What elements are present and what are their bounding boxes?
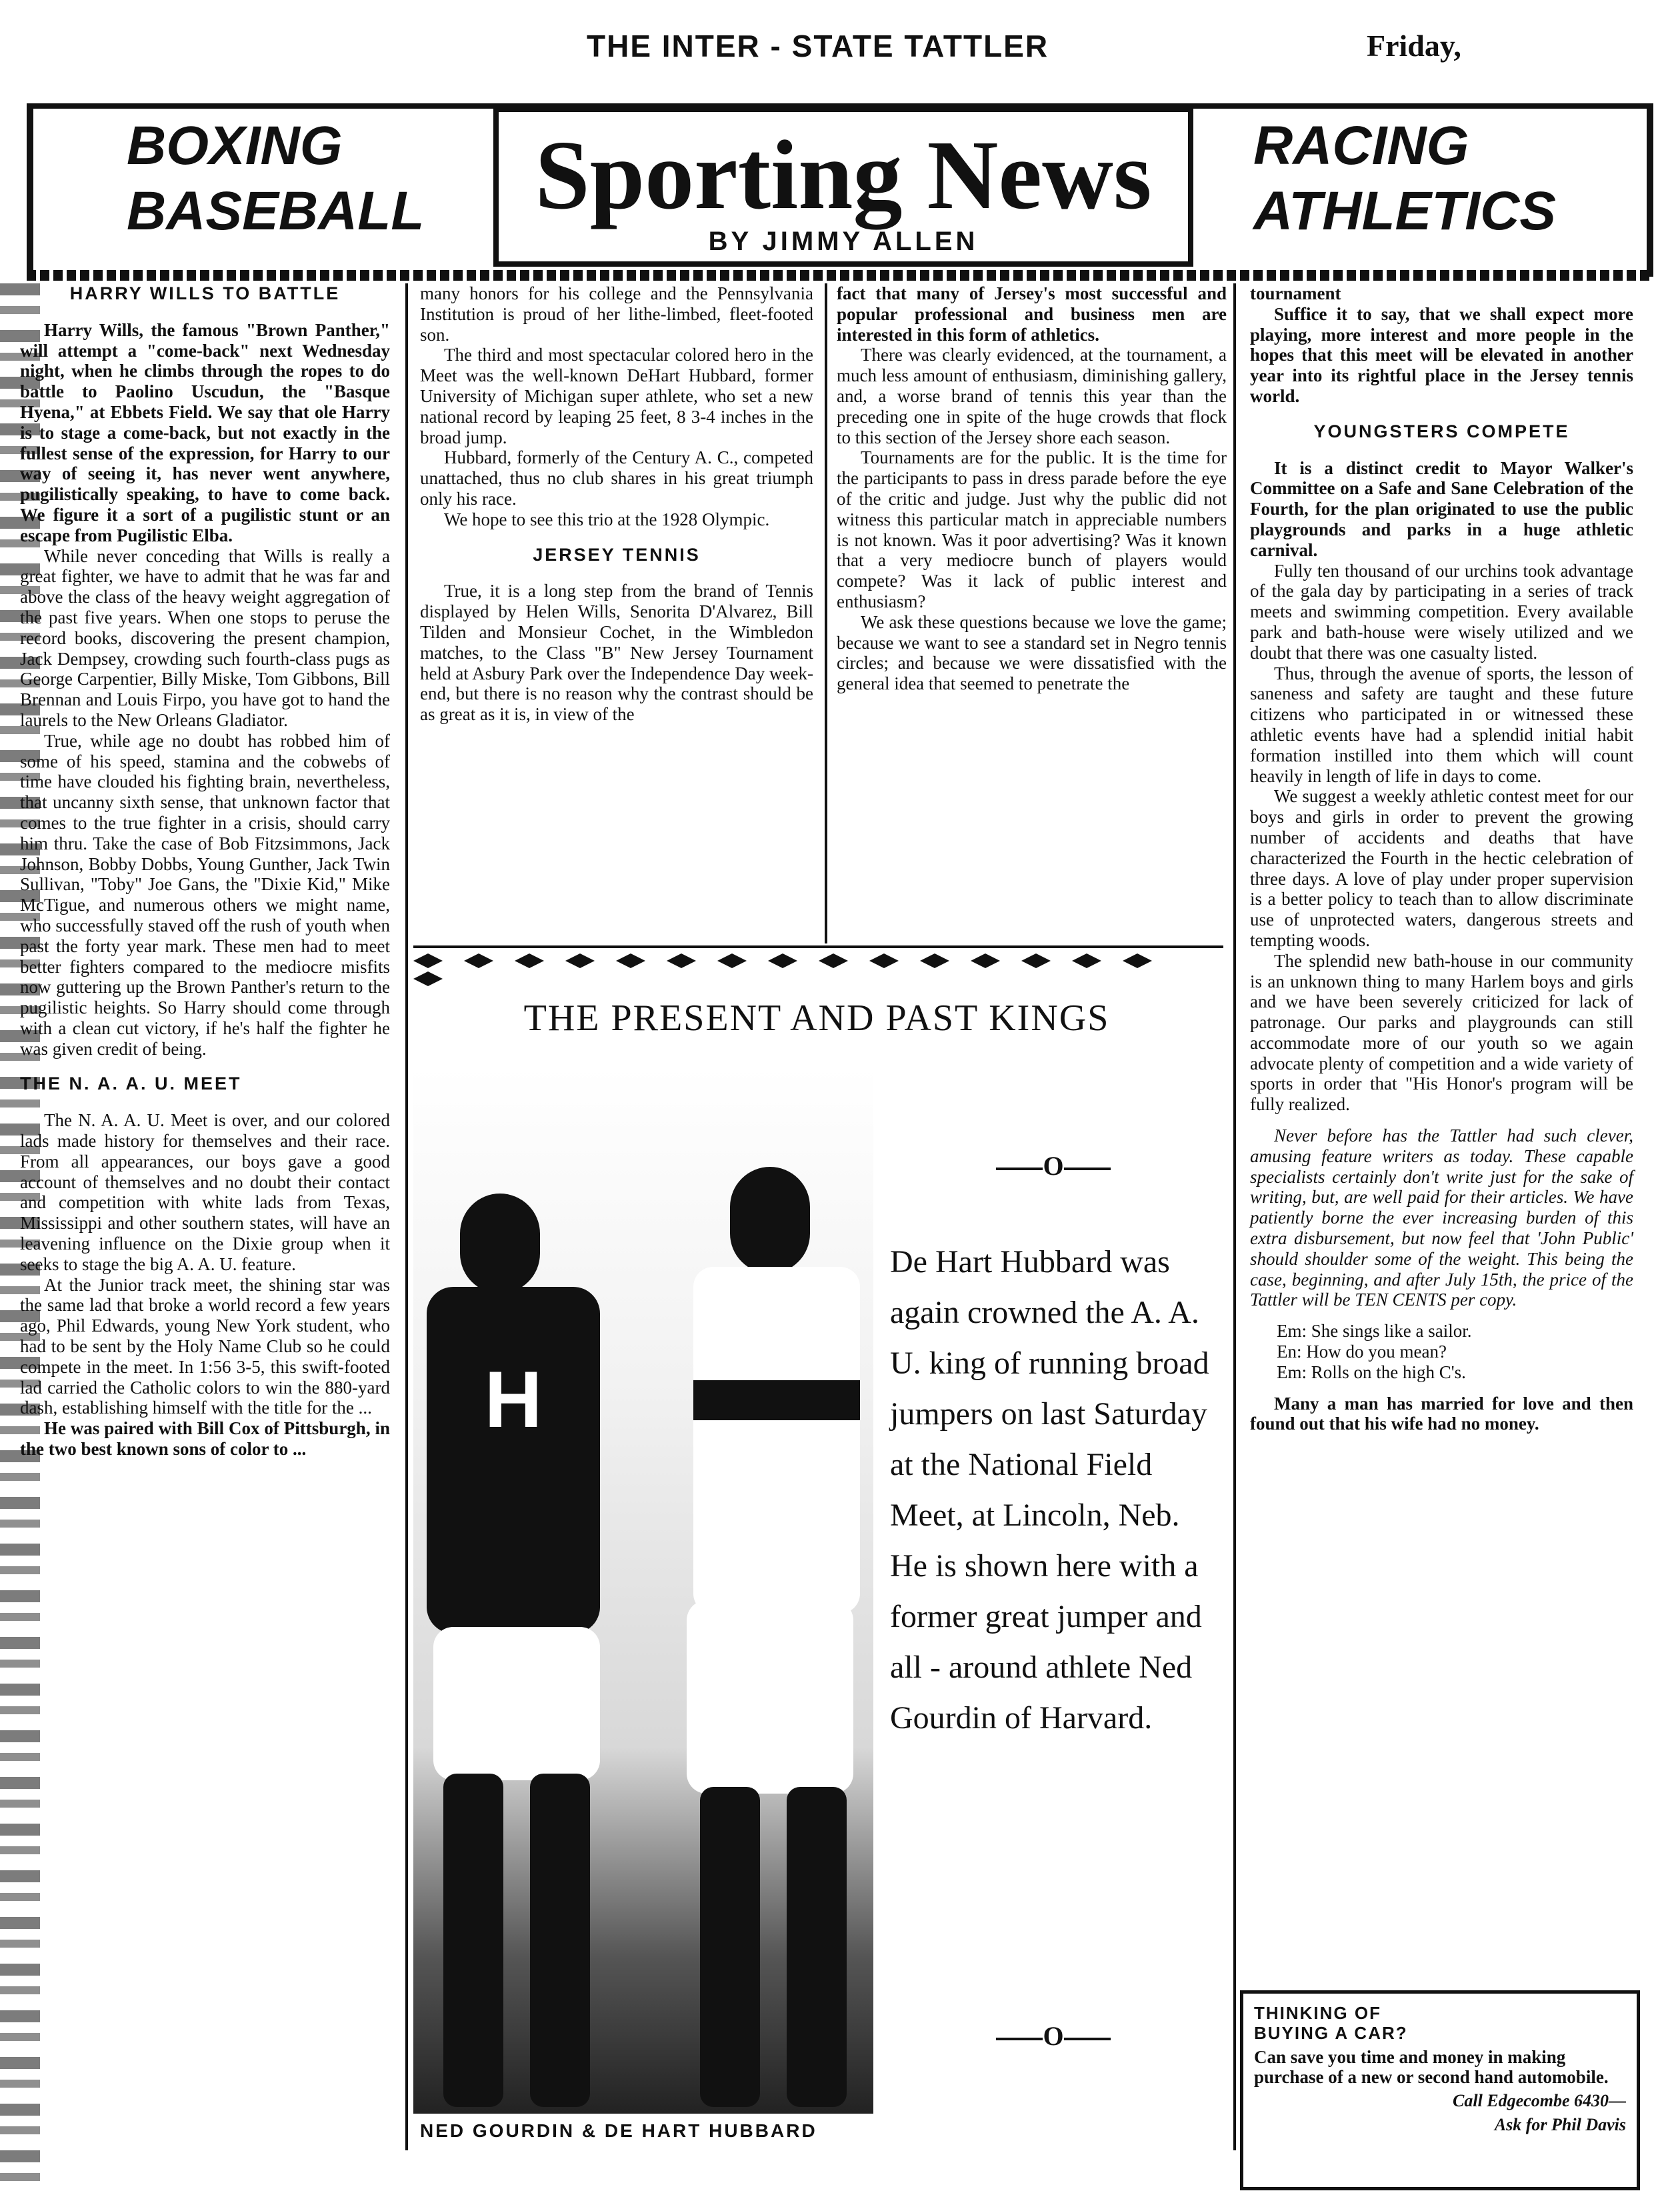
article-paragraph: Hubbard, formerly of the Century A. C., competed unattached, thus no club shares in his great triumph only his race. [420,447,813,509]
car-advertisement [1240,1990,1640,2190]
column-rule-1 [405,283,408,2150]
column-4 [1250,283,1633,1434]
runner-leg [787,1787,847,2107]
diamond-icon [565,953,595,968]
joke-line: Em: She sings like a sailor. [1277,1321,1472,1342]
diamond-ornament-row [413,953,1220,980]
diamond-icon [971,953,1000,968]
article-paragraph: many honors for his college and the Pennsylvania Institution is proud of her lithe-limbed, fleet-footed son. [420,283,813,345]
diamond-icon [464,953,493,968]
diamond-icon [768,953,797,968]
article-paragraph: Tournaments are for the public. It is the time for the participants to pass in dress parade before the eye of the critic and judge. Just why the public did not witness this particular match in appreciable numbers is not known. Was it poor advertising? Was it known that a very mediocre bunch of players would compete? Was it lack of public interest and enthusiasm? [837,447,1227,611]
article-paragraph: While never conceding that Wills is really a great fighter, we have to admit that he was far and above the class of the heavy weight aggregation of the past five years. When one stops to peruse the record books, discovering the present champion, Jack Dempsey, crowding such fourth-class pugs as George Carpentier, Billy Miske, Tom Gibbons, Bill Brennan and Louis Firpo, you have got to hand the laurels to the New Orleans Gladiator. [20,545,390,730]
price-notice: Never before has the Tattler had such clever, amusing feature writers as today. These capable specialists certainly don't write just for the sake of writing, but, are well paid for their articles. We have patiently borne the ever increasing burden of this extra disbursement, but now feel that 'John Public' should shoulder some of the weight. This being the case, beginning, and after July 15th, the price of the Tattler will be TEN CENTS per copy. [1250,1126,1633,1310]
masthead-left-line1: BOXING [127,115,343,176]
photo-caption: NED GOURDIN & DE HART HUBBARD [420,2120,817,2141]
article-paragraph: Suffice it to say, that we shall expect more playing, more interest and more people in the hopes that this meet will be elevated in another year into its rightful place in the Jersey tennis world. [1250,303,1633,406]
article-paragraph: Harry Wills, the famous "Brown Panther," will attempt a "come-back" next Wednesday night, when he climbs through the ropes to do battle to Paolino Uscudun, the "Basque Hyena," at Ebbets Field. We say that ole Harry is to stage a come-back, but not exactly in the fullest sense of the expression, for Harry to our way of seeing it, has never went anywhere, pugilistically speaking, to have to come back. We figure it a sort of a pugilistic stunt or an escape from Pugilistic Elba. [20,319,390,545]
article-paragraph: There was clearly evidenced, at the tournament, a much less amount of enthusiasm, diminishing gallery, and, a worse brand of tennis this year than the preceding one in spite of the huge crowds that flock to this section of the Jersey shore each season. [837,345,1227,447]
ad-call: Call Edgecombe 6430— [1453,2091,1626,2110]
diamond-icon [920,953,949,968]
headline-jersey-tennis: JERSEY TENNIS [533,544,701,565]
runner-leg [700,1787,760,2107]
article-paragraph: Thus, through the avenue of sports, the lesson of saneness and safety are taught and these future citizens who participated in or witnessed these athletic events have had a splendid initial habit formation instilled into them which will count heavily in length of life in days to come. [1250,663,1633,786]
ad-body: Can save you time and money in making purchase of a new or second hand automobile. [1254,2047,1609,2087]
runner-torso [427,1287,600,1634]
article-paragraph: At the Junior track meet, the shining star was the same lad that broke a world record a few years ago, Phil Edwards, young New York student, who had to be sent by the Holy Name Club so he could compete in the meet. In 1:56 3-5, this swift-footed lad carried the Catholic colors to win the 880-yard dash, establishing himself with the title for the ... [20,1274,390,1418]
headline-harry-wills: HARRY WILLS TO BATTLE [69,283,341,303]
diamond-icon [819,953,848,968]
runner-singlet [693,1267,860,1614]
diamond-icon [1123,953,1152,968]
article-paragraph: We suggest a weekly athletic contest meet for our boys and girls in order to prevent the growing number of accidents and deaths that have characterized the Fourth in the hectic celebration of three days. A love of play under proper supervision is a better policy to teach than to allow discriminate use of unprotected waters, dangerous streets and tempting woods. [1250,786,1633,950]
ornament-divider: O [987,1150,1120,1182]
masthead-title-box [493,107,1193,267]
singlet-band [693,1380,860,1420]
article-paragraph: He was paired with Bill Cox of Pittsburgh, in the two best known sons of color to ... [20,1418,390,1460]
article-paragraph: The third and most spectacular colored hero in the Meet was the well-known DeHart Hubbard, former University of Michigan super athlete, who set a new national record by leaping 25 feet, 8 3-4 inches in the broad jump. [420,345,813,447]
masthead-right-line1: RACING [1253,115,1469,176]
joke-line: Em: Rolls on the high C's. [1277,1362,1466,1382]
running-head [0,13,1680,73]
masthead-right [1200,113,1640,267]
column-rule-2 [825,283,827,943]
headline-naau-meet: THE N. A. A. U. MEET [20,1073,242,1094]
runner-leg [530,1774,590,2107]
joke-line: En: How do you mean? [1277,1342,1447,1362]
masthead-left [40,113,480,267]
diamond-icon [413,953,443,968]
runner-leg [443,1774,503,2107]
diamond-icon [667,953,696,968]
headline-youngsters-compete: YOUNGSTERS COMPETE [1313,421,1570,441]
diamond-icon [717,953,747,968]
column-2 [420,283,813,725]
issue-day: Friday, [1367,29,1461,63]
article-paragraph: Many a man has married for love and then found out that his wife had no money. [1250,1393,1633,1434]
ad-headline-1: THINKING OF [1254,2003,1381,2023]
diamond-icon [1072,953,1101,968]
ad-contact: Ask for Phil Davis [1494,2115,1626,2134]
runner-head [460,1194,540,1294]
jersey-letter: H [484,1355,543,1444]
masthead-right-line2: ATHLETICS [1253,181,1557,241]
diamond-icon [413,971,443,986]
column-3 [837,283,1227,694]
feature-caption-text: De Hart Hubbard was again crowned the A. A. U. king of running broad jumpers on last Saturday at the National Field Meet, at Lincoln, Neb. He is shown here with a former great jumper and all - around athlete Ned Gourdin of Harvard. [890,1244,1209,1736]
runner-shorts [687,1600,853,1794]
ad-headline-2: BUYING A CAR? [1254,2023,1408,2043]
diamond-icon [1021,953,1051,968]
paper-name: THE INTER - STATE TATTLER [587,29,1049,63]
diamond-icon [869,953,899,968]
article-paragraph: It is a distinct credit to Mayor Walker's Committee on a Safe and Sane Celebration of the Fourth, for the plan originated to use the public playgrounds and parks in a huge athletic carnival. [1250,457,1633,560]
article-paragraph: True, while age no doubt has robbed him of some of his speed, stamina and the cobwebs of time have clouded his fighting brain, nevertheless, that uncanny sixth sense, that unknown factor that comes to the true fighter in a crisis, should carry him thru. Take the case of Bob Fitzsimmons, Jack Johnson, Bobby Dobbs, Young Gunther, Jack Twin Sullivan, "Toby" Joe Gans, the "Dixie Kid," Mike McTigue, and numerous others we might name, who successfully staved off the rush of youth when past the forty year mark. These men had to meet better fighters compared to the mediocre misfits now guttering up the Brown Panther's return to the pugilistic heights. So Harry should come through with a clean cut victory, if he's half the fighter he was given credit of being. [20,730,390,1059]
feature-rule-top [413,945,1223,948]
column-rule-3 [1233,283,1236,2150]
article-paragraph: True, it is a long step from the brand of Tennis displayed by Helen Wills, Senorita D'Alvarez, Bill Tilden and Monsieur Cochet, in the Wimbledon matches, to the Class "B" New Jersey Tournament held at Asbury Park over the Independence Day week-end, but there is no reason why the contrast should be as great as it is, in view of the [420,581,813,725]
masthead [27,93,1653,273]
masthead-left-line2: BASEBALL [127,181,425,241]
article-paragraph: The N. A. A. U. Meet is over, and our colored lads made history for themselves and their race. From all appearances, our boys gave a good account of themselves and no doubt their contact and competition with white lads from Texas, Mississippi and other southern states, will have an leavening influence on the Dixie group when it seeks to stage the big A. A. U. feature. [20,1110,390,1274]
article-paragraph: We ask these questions because we love the game; because we want to see a standard set in Negro tennis circles; and because we were dissatisfied with the general idea that seemed to penetrate the [837,611,1227,694]
article-paragraph: The splendid new bath-house in our community is an unknown thing to many Harlem boys and girls and we have been severely criticized for lack of patronage. Our parks and playgrounds can still accommodate more of our youth so we again advocate plenty of competition and a wide variety of sports in order that "His Honor's program will be fully realized. [1250,950,1633,1115]
runner-shorts [433,1627,600,1780]
article-paragraph: tournament [1250,283,1341,303]
column-1 [20,283,390,1460]
byline: BY JIMMY ALLEN [708,227,979,256]
feature-title: THE PRESENT AND PAST KINGS [523,997,1110,1039]
ornament-divider: O [987,2020,1120,2052]
article-paragraph: fact that many of Jersey's most successful and popular professional and business men are interested in this form of athletics. [837,283,1227,345]
article-paragraph: Fully ten thousand of our urchins took advantage of the gala day by participating in a series of track meets and swimming competition. Every available park and bath-house were wisely utilized and we doubt that there was one casualty listed. [1250,560,1633,663]
runner-head [730,1167,810,1274]
section-title: Sporting News [535,121,1152,230]
diamond-icon [616,953,645,968]
article-paragraph: We hope to see this trio at the 1928 Olympic. [444,509,770,529]
diamond-icon [515,953,544,968]
athletes-photo [413,1067,873,2114]
